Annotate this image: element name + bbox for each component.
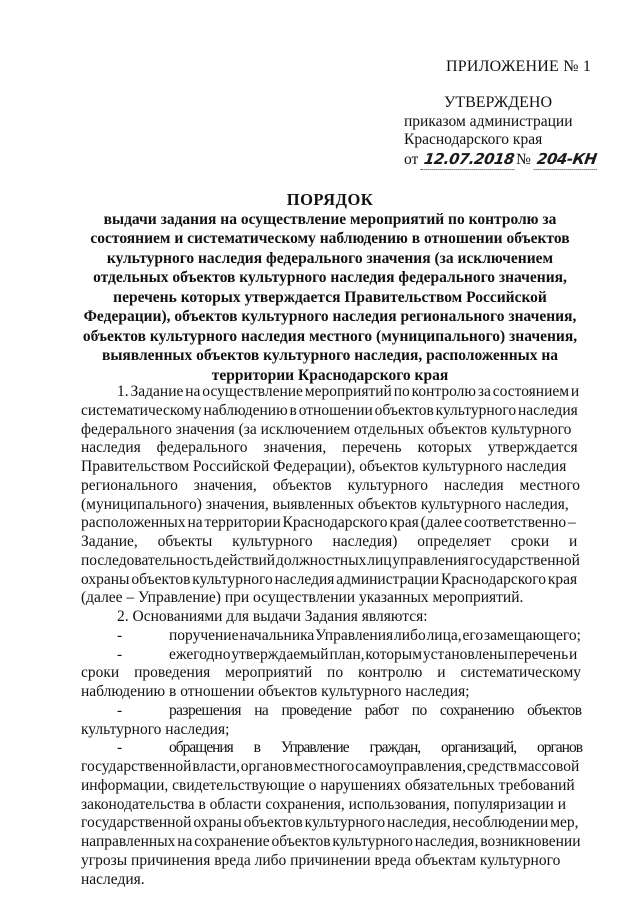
bullet-dash: - [117,645,123,663]
bullet-text: государственной власти, органов местного самоуправления, средств массовой [81,758,580,775]
document-title [80,190,580,385]
bullet-text: сроки проведения мероприятий по контролю и систематическому [81,664,582,682]
paragraph-line: расположенных на территории Краснодарского края (далее соответственно – [81,514,576,532]
bullet-item [81,702,581,740]
paragraph-line: (муниципального) значения, выявленных объектов культурного наследия, [81,495,569,513]
order-date-number [404,150,624,170]
order-line: приказом администрации [404,112,573,130]
title-line: объектов культурного наследия местного (муниципального) значения, [82,327,578,345]
bullet-text: угрозы причинения вреда либо причинении вреда объектам культурного [81,851,561,869]
paragraph-line: федерального значения (за исключением отдельных объектов культурного [81,420,572,438]
paragraph-line: наследия федерального значения, перечень которых утверждается [81,439,578,457]
bullet-text: разрешения на проведение работ по сохранению объектов [169,701,582,719]
paragraph-line: регионального значения, объектов культурного наследия местного [81,476,581,494]
title-line: культурного наследия федерального значения (за исключением [106,249,554,267]
title-line: состоянием и систематическому наблюдению в отношении объектов [90,230,570,247]
number-label: № [516,150,531,168]
title-heading: ПОРЯДОК [286,190,374,209]
bullet-line [81,739,581,758]
paragraph-line: систематическому наблюдению в отношении объектов культурного наследия [81,401,578,419]
region-line: Краснодарского края [404,131,543,148]
bullet-text: направленных на сохранение объектов культурного наследия, возникновении [81,833,581,850]
bullet-item [81,646,581,702]
approval-block [404,94,624,169]
paragraph-line: 1. Задание на осуществление мероприятий по контролю за состоянием и [117,383,580,400]
paragraph-2-heading: 2. Основаниями для выдачи Задания являются: [117,608,428,625]
bullet-line [81,627,581,646]
bullet-item [81,627,581,646]
bullet-text: культурного наследия; [81,720,230,738]
bullet-dash: - [117,626,123,644]
paragraph-line: Правительством Российской Федерации), объектов культурного наследия [81,458,567,475]
bullet-line [81,646,581,665]
bullet-text: ежегодно утверждаемый план, которым установлены перечень и [169,645,578,663]
approved-label: УТВЕРЖДЕНО [444,94,553,111]
title-line: отдельных объектов культурного наследия федерального значения, [93,269,567,286]
bullet-text: наблюдению в отношении объектов культурного наследия; [81,683,470,700]
bullet-text: наследия. [81,870,145,888]
bullet-dash: - [117,701,122,719]
bullet-text: государственной охраны объектов культурного наследия, несоблюдении мер, [81,814,579,832]
title-line: выдачи задания на осуществление мероприятий по контролю за [103,210,557,228]
paragraph-1 [81,383,581,608]
handwritten-date: 12.07.2018 [421,150,518,170]
title-line: выявленных объектов культурного наследия, расположенных на [101,347,559,364]
title-line: территории Краснодарского края [211,366,449,384]
handwritten-number: 204-КН [533,150,599,170]
document-body [81,383,581,889]
bullet-dash: - [117,739,122,757]
title-line: Федерации), объектов культурного наследия регионального значения, [83,308,577,325]
bullet-text: законодательства в области сохранения, использования, популяризации и [81,795,567,813]
from-label: от [404,150,419,168]
appendix-label: ПРИЛОЖЕНИЕ № 1 [446,58,592,75]
bullet-item [81,739,581,889]
paragraph-line: последовательность действий должностных лиц управления государственной [81,551,580,569]
title-subtitle [80,210,580,386]
paragraph-line: (далее – Управление) при осуществлении указанных мероприятий. [81,589,524,607]
paragraph-line: Задание, объекты культурного наследия) определяет сроки и [81,533,578,550]
paragraph-line: охраны объектов культурного наследия администрации Краснодарского края [81,570,578,588]
bullet-line [81,702,581,721]
bullet-text: обращения в Управление граждан, организаций, органов [169,739,583,757]
bullet-text: поручение начальника Управления либо лица, его замещающего; [169,626,581,644]
title-line: перечень которых утверждается Правительством Российской [113,288,547,306]
paragraph-2 [81,608,581,889]
bullet-text: информации, свидетельствующие о нарушениях обязательных требований [81,776,575,794]
